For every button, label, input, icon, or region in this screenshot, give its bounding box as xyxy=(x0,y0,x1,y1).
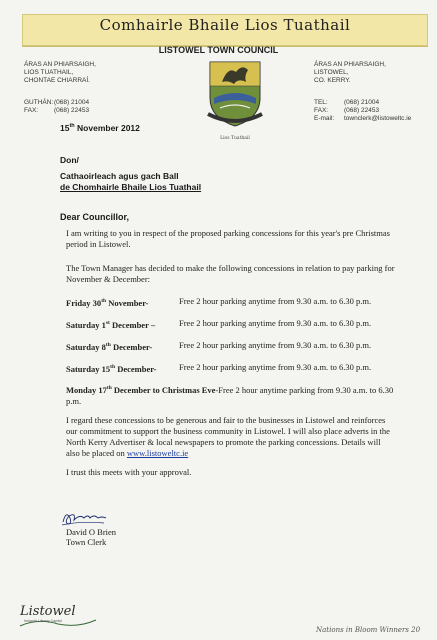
address-line: ÁRAS AN PHIARSAIGH, xyxy=(314,61,386,68)
signer-name: David O Brien xyxy=(66,527,117,537)
signer-title: Town Clerk xyxy=(66,537,107,547)
footer-award: Nations in Bloom Winners 20 xyxy=(316,626,421,634)
schedule-text: Free 2 hour parking anytime from 9.30 a.m. to 6.30 p.m. xyxy=(179,318,372,328)
email-address: townclerk@listoweltc.ie xyxy=(344,115,412,122)
address-line: CO. KERRY. xyxy=(314,77,351,84)
schedule-text: Free 2 hour parking anytime from 9.30 a.m. to 6.30 p.m. xyxy=(179,340,372,350)
logo-tagline: Ireland's Literary Capital xyxy=(24,619,62,623)
website-link[interactable]: www.listoweltc.ie xyxy=(126,448,189,458)
schedule-special-row xyxy=(66,383,396,407)
paragraph-commitment: I regard these concessions to be generous and fair to the businesses in Listowel and reinforces our commitment to support the business community in Listowel. I will also place adverts in the North Kerry Advertiser & local newspapers to promote the parking concessions. Details will also be placed on www.listoweltc.ie xyxy=(66,415,390,458)
phone-number: (068) 21004 xyxy=(54,99,90,106)
fax-label: FAX: xyxy=(24,107,39,114)
phone-label: GUTHÁN: xyxy=(24,99,54,106)
paragraph-closing: I trust this meets with your approval. xyxy=(66,467,192,477)
fax-label: FAX: xyxy=(314,107,329,114)
handwritten-signature-icon xyxy=(60,508,108,528)
council-crest-icon xyxy=(206,58,264,128)
phone-number: (068) 21004 xyxy=(344,99,380,106)
schedule-day: Saturday 15th December- xyxy=(66,363,157,374)
contact-english xyxy=(314,99,411,123)
greeting: Dear Councillor, xyxy=(60,212,130,222)
listowel-logo: Listowel xyxy=(20,604,76,619)
address-line: CHONTAE CHIARRAÍ. xyxy=(24,77,90,84)
letterhead-banner xyxy=(22,14,428,46)
address-english xyxy=(314,61,386,85)
address-line: LIOS TUATHAIL, xyxy=(24,69,74,76)
recipient-line2: de Chomhairle Bhaile Lios Tuathail xyxy=(60,182,202,192)
schedule-day: Saturday 1st December – xyxy=(66,319,156,330)
address-irish xyxy=(24,61,96,85)
fax-number: (068) 22453 xyxy=(54,107,90,114)
schedule-text: Free 2 hour parking anytime from 9.30 a.m. to 6.30 p.m. xyxy=(179,362,372,372)
crest-caption: Lios Tuathail xyxy=(220,136,250,141)
recipient-line1: Cathaoirleach agus gach Ball xyxy=(60,171,179,181)
address-line: ÁRAS AN PHIARSAIGH, xyxy=(24,61,96,68)
schedule-text: Free 2 hour parking anytime from 9.30 a.m. to 6.30 p.m. xyxy=(179,296,372,306)
letter-date: 15th November 2012 xyxy=(60,123,140,133)
paragraph-intro: I am writing to you in respect of the proposed parking concessions for this year's pre Christmas period in Listowel. xyxy=(66,228,390,249)
paragraph-decision: The Town Manager has decided to make the following concessions in relation to pay parking for November & December: xyxy=(66,263,395,284)
schedule-text: -Free 2 hour anytime parking from 9.30 a.m. to 6.30 p.m. xyxy=(66,384,394,406)
email-label: E-mail: xyxy=(314,115,335,122)
contact-irish xyxy=(24,99,89,115)
council-irish-name: Comhairle Bhaile Lios Tuathail xyxy=(99,16,351,34)
schedule-day: Friday 30th November- xyxy=(66,297,149,308)
salutation-to: Don/ xyxy=(60,155,79,165)
address-line: LISTOWEL, xyxy=(314,69,349,76)
schedule-day: Saturday 8th December- xyxy=(66,341,153,352)
fax-number: (068) 22453 xyxy=(344,107,380,114)
phone-label: TEL: xyxy=(314,99,328,106)
schedule-day: Monday 17th December to Christmas Eve xyxy=(66,384,216,395)
signature-block xyxy=(66,527,116,547)
council-english-name: LISTOWEL TOWN COUNCIL xyxy=(158,45,279,55)
